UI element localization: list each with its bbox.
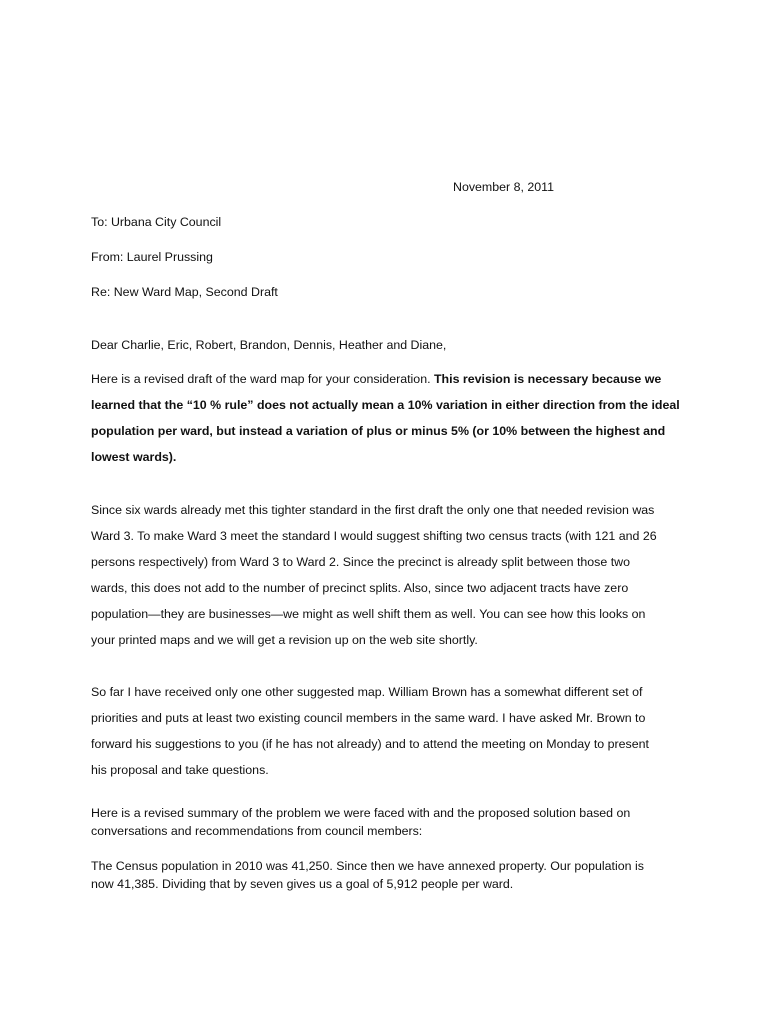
paragraph-line: now 41,385. Dividing that by seven gives us a goal of 5,912 people per ward. [91,877,514,891]
paragraph-line: conversations and recommendations from council members: [91,824,423,838]
paragraph-line: Ward 3. To make Ward 3 meet the standard I would suggest shifting two census tracts (with 121 and 26 [91,529,657,543]
paragraph-ward-3 [91,502,691,658]
to-line: To: Urbana City Council [91,215,222,229]
emphasis-line: learned that the “10 % rule” does not actually mean a 10% variation in either direction from the ideal [91,398,680,412]
paragraph-line: persons respectively) from Ward 3 to Ward 2. Since the precinct is already split between those two [91,555,630,569]
from-line: From: Laurel Prussing [91,250,213,264]
paragraph-revision [91,371,691,475]
letter-date: November 8, 2011 [453,180,555,194]
emphasis-text: This revision is necessary because we [433,372,662,386]
paragraph-line: your printed maps and we will get a revision up on the web site shortly. [91,633,478,647]
paragraph-line [91,371,691,397]
emphasis-line: lowest wards). [91,450,177,464]
salutation: Dear Charlie, Eric, Robert, Brandon, Dennis, Heather and Diane, [91,338,447,352]
paragraph-population [91,858,691,894]
paragraph-line: So far I have received only one other suggested map. William Brown has a somewhat different set of [91,685,643,699]
paragraph-line: wards, this does not add to the number of precinct splits. Also, since two adjacent tracts have zero [91,581,629,595]
paragraph-line: Since six wards already met this tighter standard in the first draft the only one that needed revision was [91,503,655,517]
emphasis-line: population per ward, but instead a variation of plus or minus 5% (or 10% between the highest and [91,424,666,438]
paragraph-line: forward his suggestions to you (if he has not already) and to attend the meeting on Monday to present [91,737,649,751]
paragraph-line: population—they are businesses—we might as well shift them as well. You can see how this looks on [91,607,646,621]
subject-line: Re: New Ward Map, Second Draft [91,285,278,299]
paragraph-line: priorities and puts at least two existing council members in the same ward. I have asked Mr. Brown to [91,711,646,725]
text-run: Here is a revised draft of the ward map for your consideration. [91,372,434,386]
paragraph-summary-intro [91,805,691,841]
paragraph-line: his proposal and take questions. [91,763,269,777]
paragraph-other-map [91,684,691,788]
paragraph-line: Here is a revised summary of the problem we were faced with and the proposed solution based on [91,806,631,820]
paragraph-line: The Census population in 2010 was 41,250. Since then we have annexed property. Our population is [91,859,644,873]
